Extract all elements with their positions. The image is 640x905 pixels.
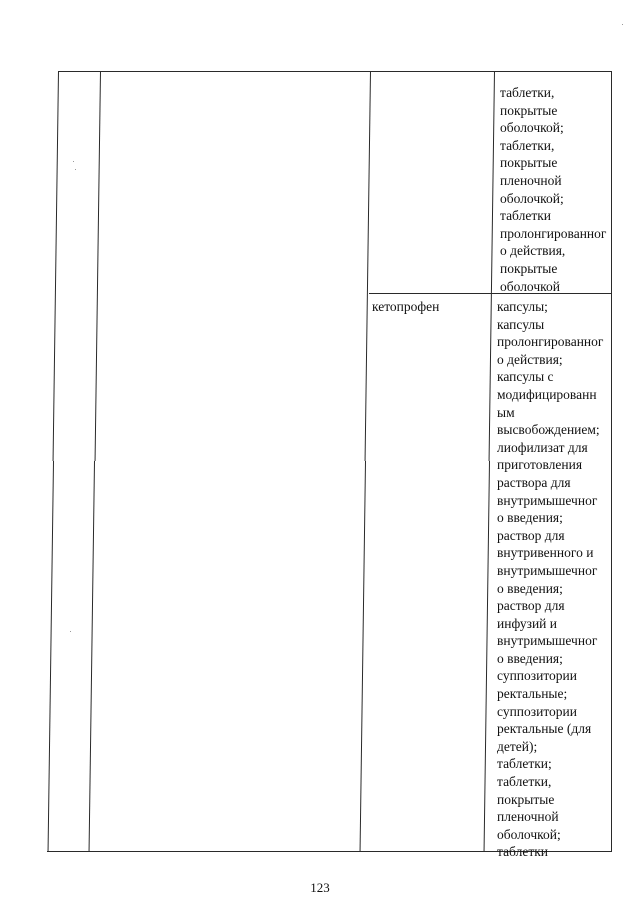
dosage-form-line: капсулы с — [497, 369, 554, 385]
dosage-form-line: покрытые — [500, 102, 558, 118]
dosage-form-line: таблетки — [500, 208, 552, 224]
dosage-form-line: таблетки, — [497, 774, 552, 790]
page-number: 123 — [310, 880, 330, 895]
drug-name-cell: кетопрофен — [372, 299, 440, 314]
dosage-form-line: внутривенного и — [497, 545, 594, 561]
dosage-form-line: таблетки, — [500, 137, 555, 153]
dosage-form-line: раствор для — [497, 527, 565, 543]
col-line-4b — [484, 461, 490, 851]
dosage-forms-cell — [500, 84, 606, 295]
dosage-form-line: о действия; — [497, 351, 563, 367]
dosage-form-line: о введения; — [497, 650, 563, 666]
dosage-form-line: инфузий и — [497, 615, 557, 631]
scan-speck — [70, 631, 71, 632]
dosage-form-line: пролонгированног — [500, 225, 607, 241]
dosage-form-line: внутримышечног — [497, 633, 598, 649]
col-line-1 — [53, 71, 59, 461]
col-line-3 — [365, 71, 371, 461]
dosage-form-line: пролонгированног — [497, 334, 604, 350]
scan-speck — [622, 24, 623, 25]
dosage-form-line: внутримышечног — [497, 562, 598, 578]
dosage-form-line: таблетки, — [500, 85, 555, 100]
dosage-form-line: детей); — [497, 738, 538, 754]
dosage-form-line: таблетки — [497, 844, 549, 860]
dosage-form-line: раствора для — [497, 474, 571, 490]
dosage-forms-cell — [497, 298, 603, 861]
dosage-form-line: модифицированн — [497, 386, 597, 402]
dosage-form-line: раствор для — [497, 598, 565, 614]
dosage-form-line: оболочкой; — [500, 120, 564, 136]
dosage-form-line: лиофилизат для — [497, 439, 588, 455]
dosage-form-line: приготовления — [497, 457, 583, 473]
dosage-form-line: капсулы; — [497, 299, 548, 314]
dosage-form-line: покрытые — [500, 260, 558, 276]
col-line-2b — [89, 461, 95, 851]
dosage-form-line: пленочной — [497, 809, 559, 825]
dosage-form-line: ректальные (для — [497, 721, 592, 737]
dosage-form-line: суппозитории — [497, 703, 577, 719]
scan-speck — [75, 169, 76, 170]
dosage-form-line: оболочкой; — [497, 826, 561, 842]
dosage-form-line: высвобождением; — [497, 422, 600, 438]
col-line-1b — [48, 461, 54, 851]
scan-speck — [73, 161, 74, 162]
dosage-form-line: ым — [497, 404, 515, 420]
dosage-form-line: оболочкой — [500, 278, 560, 294]
dosage-form-line: покрытые — [497, 791, 555, 807]
dosage-form-line: покрытые — [500, 155, 558, 171]
dosage-form-line: таблетки; — [497, 756, 552, 772]
dosage-form-line: внутримышечног — [497, 492, 598, 508]
dosage-form-line: ректальные; — [497, 686, 568, 702]
dosage-form-line: суппозитории — [497, 668, 577, 684]
col-line-2 — [95, 71, 101, 461]
col-line-5 — [611, 71, 612, 852]
dosage-form-line: о введения; — [497, 580, 563, 596]
col-line-4 — [489, 71, 495, 461]
dosage-form-line: пленочной — [500, 172, 562, 188]
dosage-form-line: о действия, — [500, 243, 566, 259]
col-line-3b — [360, 461, 366, 851]
table-top-border — [58, 71, 611, 72]
dosage-form-line: капсулы — [497, 316, 545, 332]
dosage-form-line: оболочкой; — [500, 190, 564, 206]
dosage-form-line: о введения; — [497, 510, 563, 526]
